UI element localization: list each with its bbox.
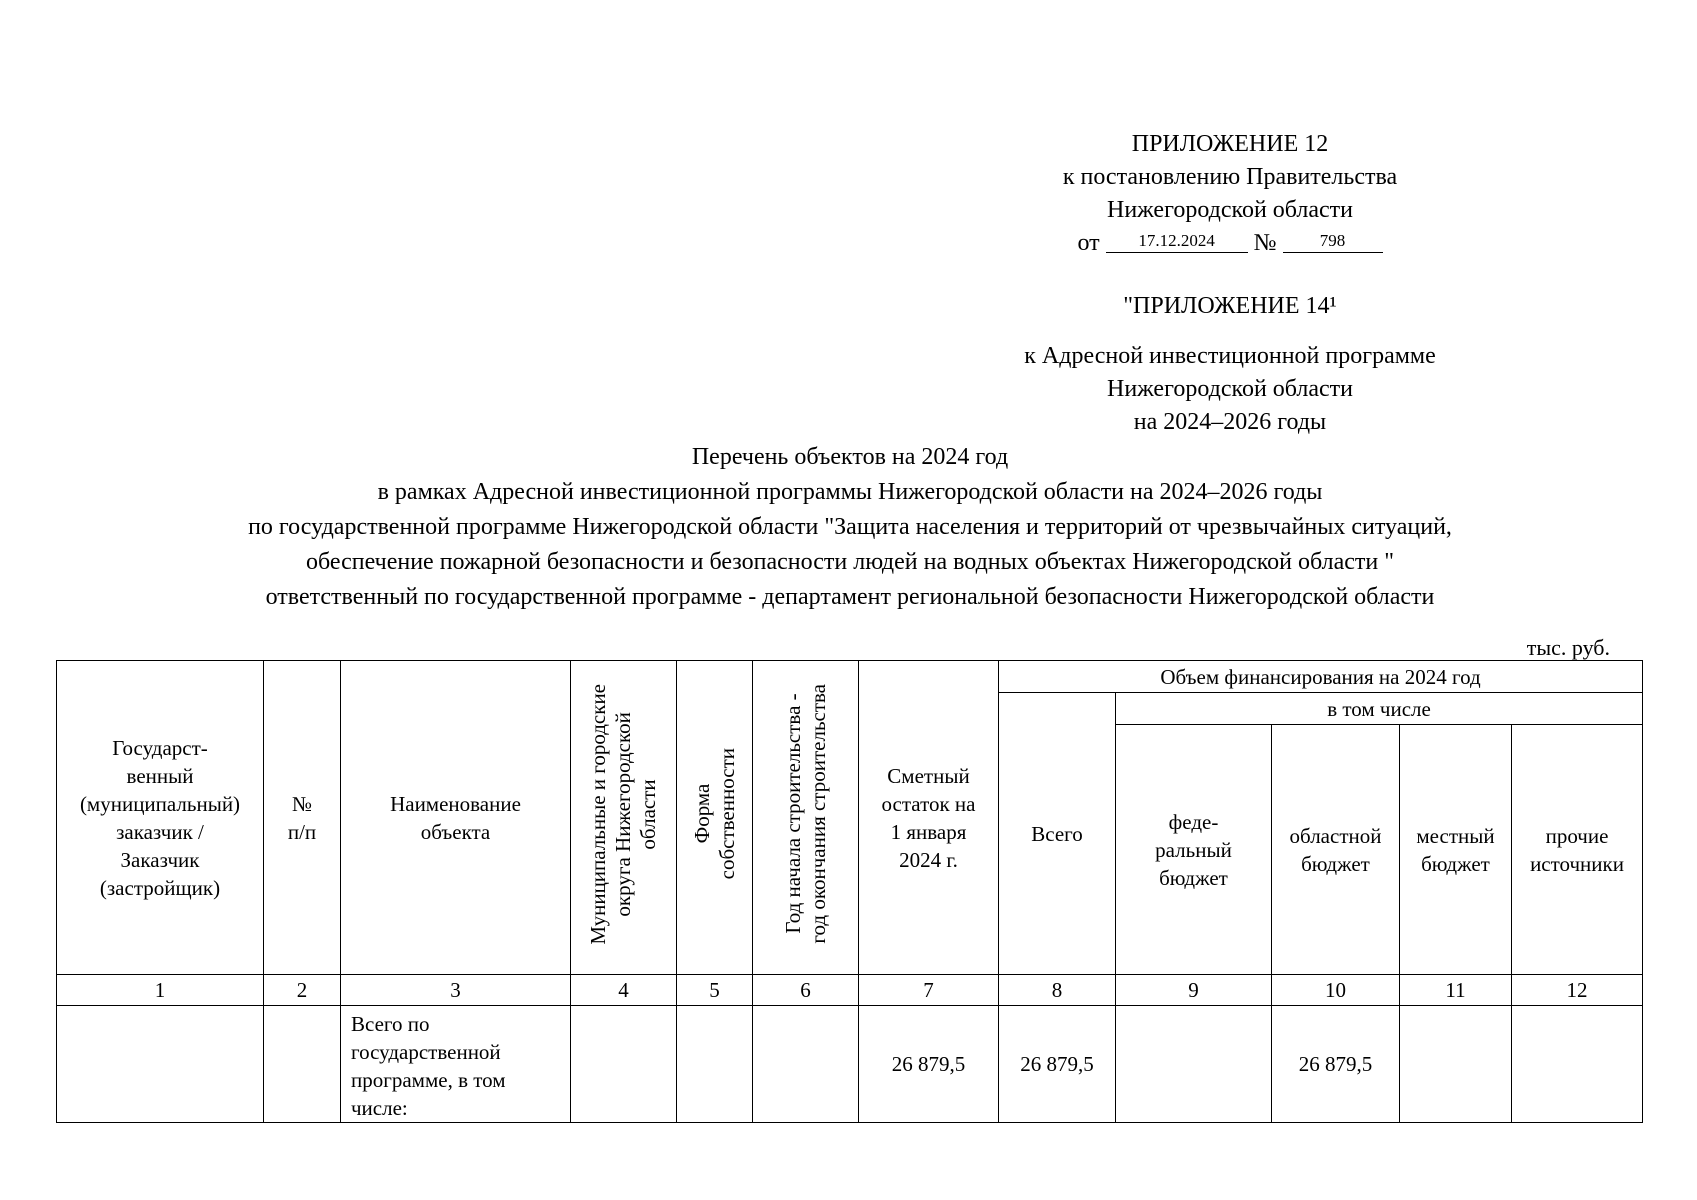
header-row-1	[57, 661, 1643, 693]
column-number: 2	[264, 975, 341, 1006]
cell-regional: 26 879,5	[1272, 1006, 1400, 1123]
cell-other	[1512, 1006, 1643, 1123]
title-line-3: по государственной программе Нижегородской области "Защита населения и территорий от чрезвычайных ситуаций,	[248, 514, 1452, 540]
header-number: № п/п	[264, 661, 341, 975]
program-header-body	[930, 340, 1530, 439]
cell-federal	[1116, 1006, 1272, 1123]
cell-total: 26 879,5	[999, 1006, 1116, 1123]
program-line-1: к Адресной инвестиционной программе	[1024, 343, 1436, 369]
column-number: 3	[341, 975, 571, 1006]
title-line-4: обеспечение пожарной безопасности и безопасности людей на водных объектах Нижегородской области "	[305, 549, 1395, 575]
title-line-1: Перечень объектов на 2024 год	[691, 444, 1009, 470]
header-including: в том числе	[1116, 693, 1643, 725]
header-funding-group: Объем финансирования на 2024 год	[999, 661, 1643, 693]
title-line-2: в рамках Адресной инвестиционной программы Нижегородской области на 2024–2026 годы	[377, 479, 1323, 505]
header-customer: Государст- венный (муниципальный) заказчик / Заказчик (застройщик)	[57, 661, 264, 975]
header-federal: феде- ральный бюджет	[1116, 725, 1272, 975]
cell-local	[1400, 1006, 1512, 1123]
units-label: тыс. руб.	[1526, 635, 1610, 660]
appendix-header	[930, 128, 1530, 260]
order-number: 798	[1283, 230, 1383, 253]
table-row	[57, 1006, 1643, 1123]
document-title	[60, 440, 1640, 615]
header-object-name: Наименование объекта	[341, 661, 571, 975]
column-number: 4	[571, 975, 677, 1006]
header-total: Всего	[999, 693, 1116, 975]
program-line-2: Нижегородской области	[1106, 376, 1354, 402]
title-line-5: ответственный по государственной программе - департамент региональной безопасности Нижегородской области	[265, 584, 1435, 610]
appendix-line-2: Нижегородской области	[1106, 197, 1354, 223]
cell-number	[264, 1006, 341, 1123]
cell-years	[753, 1006, 859, 1123]
program-appendix-title: "ПРИЛОЖЕНИЕ 14¹	[1123, 293, 1337, 319]
column-number: 8	[999, 975, 1116, 1006]
header-local: местный бюджет	[1400, 725, 1512, 975]
column-number: 1	[57, 975, 264, 1006]
header-ownership: Форма собственности	[677, 661, 753, 975]
column-number: 5	[677, 975, 753, 1006]
cell-object-name: Всего по государственной программе, в том числе:	[341, 1006, 571, 1123]
column-number: 7	[859, 975, 999, 1006]
cell-customer	[57, 1006, 264, 1123]
column-number: 9	[1116, 975, 1272, 1006]
column-number: 11	[1400, 975, 1512, 1006]
appendix-title: ПРИЛОЖЕНИЕ 12	[1131, 131, 1329, 157]
order-date-number	[930, 227, 1530, 260]
date-prefix: от	[1077, 230, 1100, 256]
header-other: прочие источники	[1512, 725, 1643, 975]
program-header	[930, 290, 1530, 323]
order-date: 17.12.2024	[1106, 230, 1248, 253]
column-numbers-row	[57, 975, 1643, 1006]
column-number: 6	[753, 975, 859, 1006]
header-districts: Муниципальные и городские округа Нижегородской области	[571, 661, 677, 975]
header-regional: областной бюджет	[1272, 725, 1400, 975]
program-line-3: на 2024–2026 годы	[1133, 409, 1327, 435]
column-number: 12	[1512, 975, 1643, 1006]
appendix-line-1: к постановлению Правительства	[1062, 164, 1398, 190]
column-number: 10	[1272, 975, 1400, 1006]
objects-table	[56, 660, 1643, 1123]
cell-ownership	[677, 1006, 753, 1123]
cell-estimate-balance: 26 879,5	[859, 1006, 999, 1123]
cell-districts	[571, 1006, 677, 1123]
header-construction-years: Год начала строительства - год окончания строительства	[753, 661, 859, 975]
number-sign: №	[1253, 230, 1277, 256]
header-estimate-balance: Сметный остаток на 1 января 2024 г.	[859, 661, 999, 975]
